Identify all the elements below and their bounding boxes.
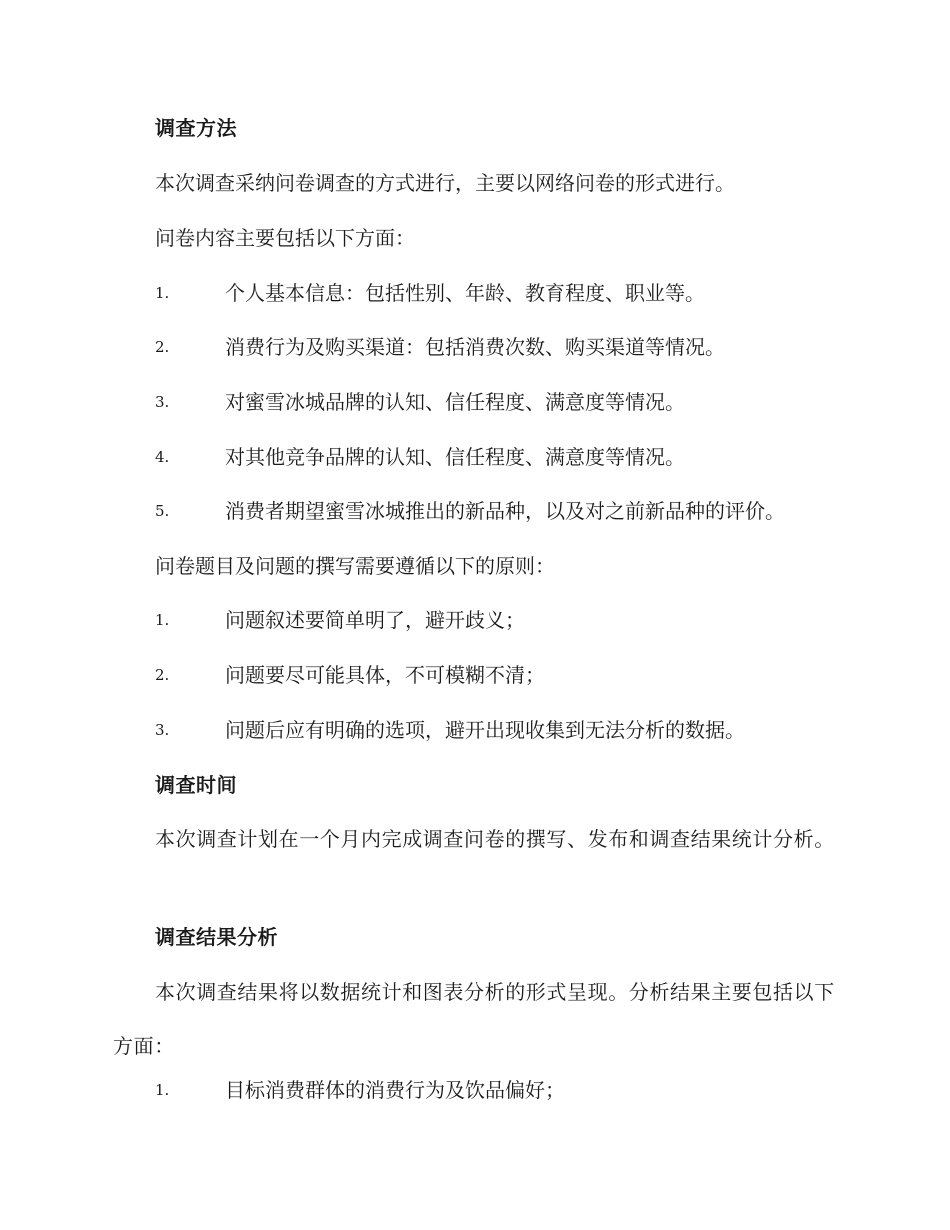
list-item: 对蜜雪冰城品牌的认知、信任程度、满意度等情况。 bbox=[225, 390, 685, 414]
list-item: 目标消费群体的消费行为及饮品偏好； bbox=[225, 1078, 565, 1102]
list-item: 问题后应有明确的选项，避开出现收集到无法分析的数据。 bbox=[225, 718, 745, 742]
analysis-paragraph: 本次调查结果将以数据统计和图表分析的形式呈现。分析结果主要包括以下方面： bbox=[113, 980, 835, 1058]
section-heading-method: 调查方法 bbox=[155, 116, 237, 140]
list-item: 消费行为及购买渠道：包括消费次数、购买渠道等情况。 bbox=[225, 335, 725, 359]
list-item: 对其他竞争品牌的认知、信任程度、满意度等情况。 bbox=[225, 445, 685, 469]
principles-lead: 问卷题目及问题的撰写需要遵循以下的原则： bbox=[155, 554, 555, 578]
list-item: 消费者期望蜜雪冰城推出的新品种，以及对之前新品种的评价。 bbox=[225, 499, 785, 523]
list-number: 2. bbox=[155, 338, 170, 356]
list-number: 1. bbox=[155, 284, 170, 302]
list-item: 个人基本信息：包括性别、年龄、教育程度、职业等。 bbox=[225, 281, 705, 305]
section-heading-analysis: 调查结果分析 bbox=[155, 925, 278, 949]
list-item: 问题要尽可能具体，不可模糊不清； bbox=[225, 663, 545, 687]
section-heading-time: 调查时间 bbox=[155, 773, 237, 797]
list-number: 3. bbox=[155, 393, 170, 411]
time-paragraph: 本次调查计划在一个月内完成调查问卷的撰写、发布和调查结果统计分析。 bbox=[155, 827, 835, 851]
list-number: 3. bbox=[155, 721, 170, 739]
list-number: 5. bbox=[155, 502, 170, 520]
list-number: 1. bbox=[155, 1081, 170, 1099]
list-number: 2. bbox=[155, 666, 170, 684]
list-number: 1. bbox=[155, 611, 170, 629]
method-intro: 本次调查采纳问卷调查的方式进行，主要以网络问卷的形式进行。 bbox=[155, 171, 735, 195]
content-lead: 问卷内容主要包括以下方面： bbox=[155, 226, 415, 250]
list-item: 问题叙述要简单明了，避开歧义； bbox=[225, 608, 525, 632]
list-number: 4. bbox=[155, 448, 170, 466]
